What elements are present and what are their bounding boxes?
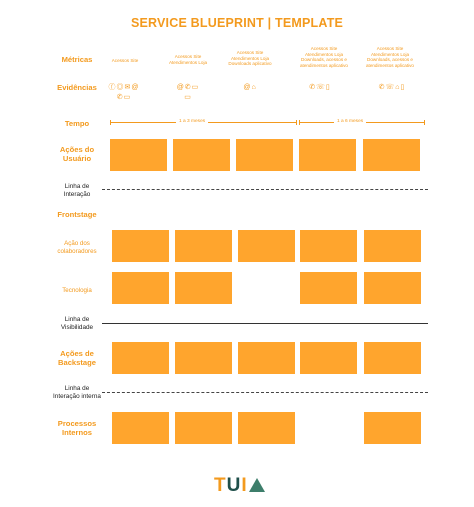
row-label-linha-visibilidade: Linha de Visibilidade — [60, 316, 94, 331]
timeline-tick — [296, 120, 297, 125]
metric-cell: Acessos Site Atendimentos Loja Downloads, acessos e atendimentos aplicativo — [365, 46, 414, 68]
timeline-tick — [299, 120, 300, 125]
metric-cell: Acessos Site Atendimentos Loja Downloads, acessos e atendimentos aplicativo — [299, 46, 348, 68]
technology-card[interactable] — [175, 272, 232, 304]
row-label-processos-internos: Processos Internos — [57, 419, 97, 437]
whatsapp-icon: ✆ — [184, 84, 192, 91]
logo-letter-t: T — [214, 475, 227, 496]
staff-action-card[interactable] — [300, 230, 357, 262]
phone-icon: ☏ — [316, 84, 326, 91]
row-label-tecnologia: Tecnologia — [62, 287, 92, 294]
user-action-card[interactable] — [299, 139, 356, 171]
staff-action-card[interactable] — [175, 230, 232, 262]
technology-card[interactable] — [112, 272, 169, 304]
at-icon: @ — [131, 84, 140, 91]
backstage-action-card[interactable] — [300, 342, 357, 374]
timeline-label: 1 a 3 meses — [176, 119, 208, 124]
timeline-label: 1 a 6 meses — [334, 119, 366, 124]
metric-cell: Acessos Site Atendimentos Loja — [168, 54, 208, 65]
facebook-icon: ⓕ — [108, 84, 117, 91]
row-label-evidencias: Evidências — [57, 83, 97, 92]
at-icon: @ — [176, 84, 185, 91]
timeline-tick — [110, 120, 111, 125]
row-label-tempo: Tempo — [64, 119, 90, 128]
mobile-icon: ▯ — [400, 84, 406, 91]
user-action-card[interactable] — [363, 139, 420, 171]
internal-process-card[interactable] — [364, 412, 421, 444]
internal-process-card[interactable] — [238, 412, 295, 444]
staff-action-card[interactable] — [238, 230, 295, 262]
staff-action-card[interactable] — [364, 230, 421, 262]
row-label-linha-interacao: Linha de Interação — [63, 183, 91, 198]
internal-process-card[interactable] — [112, 412, 169, 444]
backstage-action-card[interactable] — [175, 342, 232, 374]
at-icon: @ — [243, 84, 252, 91]
evidence-icons-5 — [356, 83, 428, 93]
evidence-icons-3 — [214, 83, 286, 93]
page-title: SERVICE BLUEPRINT | TEMPLATE — [130, 16, 344, 30]
evidence-icons-1 — [88, 83, 160, 103]
technology-card[interactable] — [364, 272, 421, 304]
email-icon: ✉ — [124, 84, 132, 91]
backstage-action-card[interactable] — [238, 342, 295, 374]
timeline-tick — [424, 120, 425, 125]
backstage-action-card[interactable] — [364, 342, 421, 374]
chat-icon: ▭ — [184, 94, 192, 101]
row-label-metricas: Métricas — [61, 55, 93, 64]
metric-cell: Acessos Site — [111, 58, 139, 63]
user-action-card[interactable] — [173, 139, 230, 171]
row-label-linha-interacao-interna: Linha de Interação interna — [53, 385, 101, 400]
tuia-logo — [214, 475, 265, 497]
row-label-acoes-backstage: Ações de Backstage — [58, 349, 96, 367]
internal-process-card[interactable] — [175, 412, 232, 444]
logo-triangle-icon — [249, 478, 265, 492]
store-icon: ⌂ — [251, 84, 257, 91]
whatsapp-icon: ✆ — [378, 84, 386, 91]
chat-icon: ▭ — [123, 94, 132, 101]
logo-letter-i: I — [241, 475, 248, 496]
backstage-action-card[interactable] — [112, 342, 169, 374]
technology-card[interactable] — [300, 272, 357, 304]
internal-interaction-line — [102, 392, 428, 393]
row-label-frontstage: Frontstage — [57, 210, 97, 219]
staff-action-card[interactable] — [112, 230, 169, 262]
mobile-icon: ▯ — [325, 84, 331, 91]
whatsapp-icon: ✆ — [309, 84, 317, 91]
whatsapp-icon: ✆ — [116, 94, 124, 101]
interaction-line — [102, 189, 428, 190]
phone-icon: ☏ — [385, 84, 396, 91]
store-icon: ⌂ — [395, 84, 401, 91]
metric-cell: Acessos Site Atendimentos Loja Downloads aplicativo — [228, 50, 272, 66]
logo-letter-u: U — [226, 475, 242, 496]
visibility-line — [102, 323, 428, 324]
user-action-card[interactable] — [236, 139, 293, 171]
user-action-card[interactable] — [110, 139, 167, 171]
instagram-icon: ◎ — [116, 84, 125, 91]
row-label-acoes-usuario: Ações do Usuário — [59, 145, 95, 163]
row-label-acao-colaboradores: Ação dos colaboradores — [57, 240, 97, 255]
monitor-icon: ▭ — [191, 84, 200, 91]
evidence-icons-4 — [284, 83, 356, 93]
